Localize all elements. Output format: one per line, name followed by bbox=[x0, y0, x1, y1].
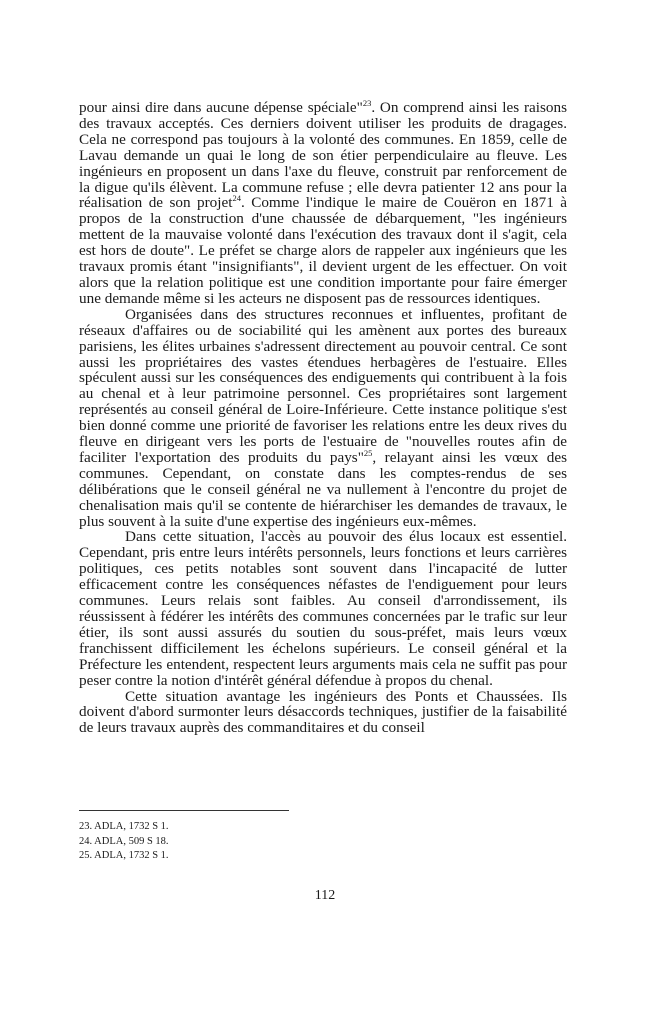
footnotes bbox=[79, 820, 567, 864]
footnote-ref-24[interactable]: 24 bbox=[232, 193, 241, 204]
paragraph-1-text-b: . On comprend ainsi les raisons des travaux acceptés. Ces derniers doivent utiliser les produits de dragages. Cela ne correspond pas toujours à la volonté des communes. En 1859, celle de Lavau demande un quai le long de son étier perpendiculaire au fleuve. Les ingénieurs en proposent un dans l'axe du fleuve, construit par renforcement de la digue qu'ils élèvent. La commune refuse ; elle devra patienter 12 ans pour la réalisation de son projet bbox=[79, 99, 568, 212]
paragraph-3: Dans cette situation, l'accès au pouvoir des élus locaux est essentiel. Cependant, pris entre leurs intérêts personnels, leurs fonctions et leurs carrières politiques, ces petits notables sont souvent dans l'incapacité de lutter efficacement contre les conséquences néfastes de l'endiguement pour leurs communes. Leurs relais sont faibles. Au conseil d'arrondissement, ils réussissent à fédérer les intérêts des communes concernées par le trafic sur leur étier, ils sont aussi assurés du soutien du sous-préfet, mais leurs vœux franchissent difficilement les échelons supérieurs. Le conseil général et la Préfecture les entendent, respectent leurs arguments mais cela ne suffit pas pour peser contre la notion d'intérêt général défendue à propos du chenal. bbox=[79, 528, 567, 689]
footnote-25: 25. ADLA, 1732 S 1. bbox=[79, 850, 169, 861]
paragraph-1-text-a: pour ainsi dire dans aucune dépense spéciale" bbox=[79, 99, 363, 116]
footnote-24: 24. ADLA, 509 S 18. bbox=[79, 835, 169, 847]
paragraph-2-text-a: Organisées dans des structures reconnues et influentes, profitant de réseaux d'affaires ou de sociabilité qui les amènent aux portes des bureaux parisiens, les élites urbaines s'adressent directement au pouvoir central. Ce sont aussi les propriétaires des vastes étendues herbagères de l'estuaire. Elles spéculent aussi sur les conséquences des endiguements qui contribuent à la fois au chenal et à leur patrimoine personnel. Ces propriétaires sont largement représentés au conseil général de Loire-Inférieure. Cette instance politique s'est bien donné comme une priorité de favoriser les relations entre les deux rives du fleuve en dirigeant vers les ports de l'estuaire de "nouvelles routes afin de faciliter l'exportation des produits du pays" bbox=[79, 305, 567, 466]
paragraph-1-text-c: . Comme l'indique le maire de Couëron en 1871 à propos de la construction d'une chaussée de débarquement, "les ingénieurs mettent de la mauvaise volonté dans l'exécution des travaux dont il s'agit, cela est hors de doute". Le préfet se charge alors de rappeler aux ingénieurs que les travaux promis étant "insignifiants", il devient urgent de les effectuer. On voit alors que la relation politique est une condition importante pour faire émerger une demande même si les acteurs ne disposent pas de ressources identiques. bbox=[79, 194, 567, 307]
footnote-separator bbox=[79, 810, 289, 811]
page-number: 112 bbox=[314, 888, 336, 903]
footnote-23: 23. ADLA, 1732 S 1. bbox=[79, 821, 169, 832]
footnote-ref-23[interactable]: 23 bbox=[362, 98, 372, 108]
footnote-ref-25[interactable]: 25 bbox=[363, 447, 373, 458]
paragraph-1 bbox=[79, 100, 567, 307]
paragraph-4: Cette situation avantage les ingénieurs des Ponts et Chaussées. Ils doivent d'abord surmonter leurs désaccords techniques, justifier de la faisabilité de leurs travaux auprès des commanditaires et du conseil bbox=[79, 687, 567, 737]
page-body bbox=[79, 100, 567, 736]
paragraph-2-text-b: , relayant ainsi les vœux des communes. Cependant, on constate dans les comptes-rendus de ses délibérations que le conseil général ne va nullement à l'encontre du projet de chenalisation mais qu'il se contente de hiérarchiser les demandes de travaux, le plus souvent à la suite d'une expertise des ingénieurs eux-mêmes. bbox=[79, 448, 567, 530]
paragraph-2 bbox=[79, 307, 567, 530]
